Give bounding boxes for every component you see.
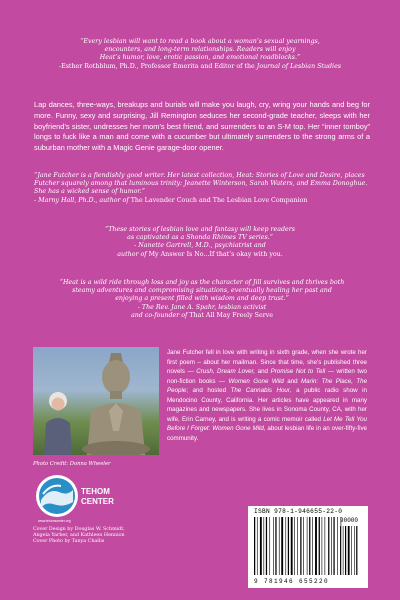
quote-line: steamy adventures and compromising situations, eventually healing her past and	[72, 287, 332, 295]
quote-line: enjoying a present filled with wisdom and deep trust.”	[115, 295, 289, 303]
barcode-addon-bar	[354, 526, 355, 575]
barcode-bar	[319, 517, 320, 575]
publisher-name-line1: TEHOM	[81, 487, 110, 496]
quote-attribution: -Esther Rothblum, Ph.D., Professor Emerita and Editor of the Journal of Lesbian Studies	[58, 62, 342, 70]
barcode-addon-bar	[356, 526, 357, 575]
author-bio: Jane Futcher fell in love with writing in sixth grade, when she wrote her first poem – about her mailman. Since that time, she’s published three novels — Crush, Dream Lover, and Promise Not to Tell — written two non-fiction books — Women Gone Wild and Marin: The Place, The People; and hosted The Cannabis Hour, a public radio show in Mendocino County, California. Her articles have appeared in many magazines and newspapers. She lives in Sonoma County, CA, with her wife, Erin Carney, and is writing a comic memoir called Let Me Tell You Before I Forget: Women Gone Mild, about lesbian life in an over-fifty-five community.	[167, 349, 368, 442]
author-photo	[33, 347, 159, 455]
barcode-bar	[307, 517, 308, 575]
publisher-logo	[33, 474, 155, 524]
barcode-bar	[337, 517, 338, 575]
review-quote-spahr	[34, 279, 370, 320]
quote-line: Heat’s humor, love, erotic passion, and emotional roadblocks.”	[99, 54, 301, 62]
barcode-bar	[273, 517, 274, 575]
quote-attribution: author of My Answer Is No...If that’s okay with you.	[117, 250, 283, 258]
quote-line: - The Rev. Jane A. Spahr, lesbian activist	[137, 303, 267, 311]
barcode-addon-bar	[348, 526, 350, 575]
quote-line: - Nanette Gartrell, M.D., psychiatrist and	[134, 242, 266, 250]
barcode-addon-bar	[343, 526, 344, 575]
quote-line: “Heat is a wild ride through loss and joy as the character of Jill survives and thrives both	[59, 279, 345, 286]
publisher-url: www.tehomcenter.org	[38, 519, 71, 523]
book-blurb: Lap dances, three-ways, breakups and burials will make you laugh, cry, wring your hands and beg for more. Funny, sexy and surprising, Jill Remington seduces her second-grade teacher, sleeps with her boyfriend’s sister, undresses her mom’s best friend, and surrenders to an S-M top. Her “inner tomboy” longs to fuck like a man and come with a cucumber but ultimately surrenders to the strong arms of a suburban mother with a Magic Genie garage-door opener.	[34, 100, 370, 153]
quote-line: “These stories of lesbian love and fantasy will keep readers	[104, 226, 296, 233]
quote-text: “Jane Futcher is a fiendishly good writer. Her latest collection, Heat: Stories of Love and Desire, places Futcher squarely among that luminous trinity: Jeanette Winterson, Sarah Waters, and Emma Donoghue. She has a wicked sense of humor.”	[34, 172, 368, 196]
barcode-bar	[333, 517, 334, 575]
barcode-bar	[294, 517, 295, 575]
barcode-bar	[266, 517, 267, 575]
barcode-bar	[264, 517, 265, 575]
barcode-bar	[300, 517, 301, 575]
barcode-bar	[309, 517, 310, 575]
barcode-bar	[328, 517, 329, 575]
barcode-addon-bar	[340, 526, 341, 575]
quote-line: as captivated as a Shonda Rhimes TV series.”	[127, 234, 273, 242]
quote-attribution: and co-founder of That All May Freely Serve	[130, 311, 274, 319]
barcode-bar	[325, 517, 326, 575]
barcode-bar	[279, 517, 280, 575]
barcode-bar	[257, 517, 258, 575]
barcode-bar	[331, 517, 332, 575]
barcode-bars	[254, 517, 362, 577]
isbn-label: ISBN 978-1-946655-22-0	[254, 508, 343, 515]
barcode-bar	[322, 517, 323, 575]
photo-credit: Photo Credit: Donna Wheeler	[33, 461, 111, 467]
barcode-addon-bar	[345, 526, 346, 575]
barcode-bar	[297, 517, 298, 575]
barcode-bar	[275, 517, 276, 575]
barcode-addon: 90000	[340, 517, 359, 524]
barcode-bar	[312, 517, 313, 575]
credit-line: Angela Yarber, and Kathleen Hennion	[33, 533, 125, 539]
barcode-bar	[315, 517, 317, 575]
author-figure	[41, 387, 75, 455]
barcode-bar	[285, 517, 286, 575]
review-quote-gartrell	[40, 226, 360, 259]
barcode-number: 9 781946 655220	[254, 578, 330, 585]
quote-line: “Every lesbian will want to read a book about a woman’s sexual yearnings,	[80, 38, 320, 45]
isbn-barcode	[248, 506, 368, 588]
publisher-name-line2: CENTER	[81, 497, 114, 506]
quote-line: encounters, and long-term relationships. Readers will enjoy	[104, 46, 296, 54]
design-credits	[33, 527, 125, 546]
credit-line: Cover Design by Douglas W. Schmidt,	[33, 527, 125, 532]
barcode-bar	[291, 517, 293, 575]
barcode-bar	[303, 517, 304, 575]
barcode-addon-bar	[351, 526, 352, 575]
barcode-bar	[254, 517, 255, 575]
credit-line: Cover Photo by Tanya Challis	[33, 539, 105, 545]
barcode-bar	[269, 517, 270, 575]
buddha-statue	[73, 351, 159, 455]
barcode-bar	[341, 517, 342, 575]
review-quote-hall	[34, 172, 370, 205]
quote-attribution: - Marny Hall, Ph.D., author of The Lavender Couch and The Lesbian Love Companion	[34, 196, 308, 204]
barcode-bar	[281, 517, 283, 575]
barcode-bar	[260, 517, 262, 575]
barcode-bar	[288, 517, 289, 575]
review-quote-rothblum	[40, 38, 360, 71]
